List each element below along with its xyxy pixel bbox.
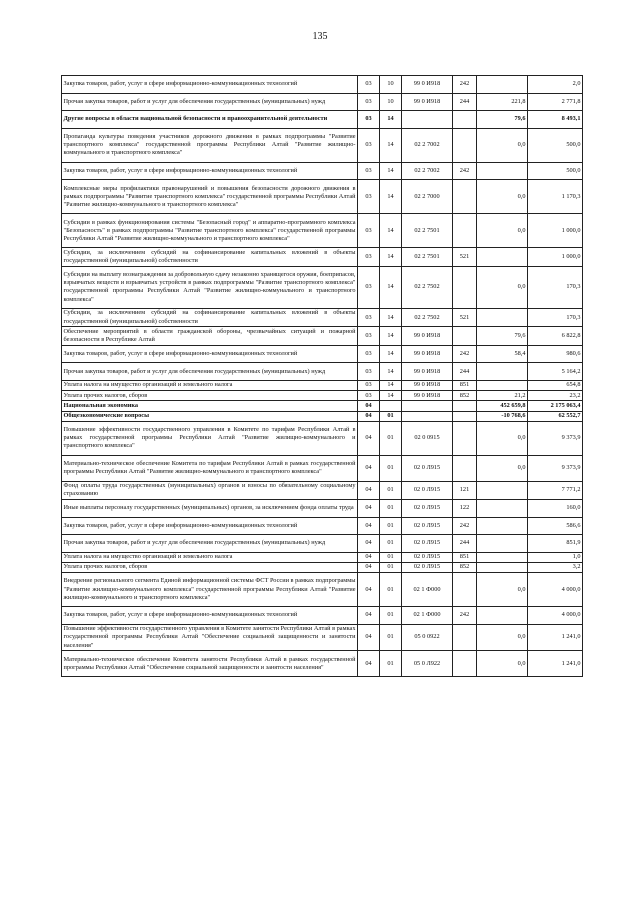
total-amount: 1 000,0 (528, 248, 583, 266)
section-code: 04 (358, 481, 380, 499)
total-amount: 654,8 (528, 380, 583, 390)
section-code: 04 (358, 562, 380, 572)
subsection-code: 01 (380, 411, 402, 421)
subsection-code: 14 (380, 327, 402, 345)
total-amount: 980,6 (528, 345, 583, 363)
section-code: 03 (358, 363, 380, 381)
change-amount (477, 607, 528, 625)
target-article-code: 99 0 И918 (402, 345, 453, 363)
change-amount: 0,0 (477, 455, 528, 481)
target-article-code: 05 0 Л922 (402, 651, 453, 677)
target-article-code: 02 1 Ф000 (402, 573, 453, 607)
expense-type-code (453, 455, 477, 481)
row-name: Закупка товаров, работ, услуг в сфере информационно-коммуникационных технологий (62, 76, 358, 94)
change-amount: 58,4 (477, 345, 528, 363)
section-code: 03 (358, 162, 380, 180)
target-article-code (402, 411, 453, 421)
change-amount: -10 768,6 (477, 411, 528, 421)
subsection-code: 14 (380, 380, 402, 390)
total-amount: 851,9 (528, 535, 583, 553)
section-code: 04 (358, 517, 380, 535)
table-row (62, 624, 583, 651)
section-code: 04 (358, 421, 380, 455)
change-amount: 0,0 (477, 573, 528, 607)
expense-type-code: 242 (453, 162, 477, 180)
expense-type-code: 244 (453, 93, 477, 111)
table-row (62, 517, 583, 535)
change-amount (477, 248, 528, 266)
section-code: 03 (358, 327, 380, 345)
section-code: 03 (358, 380, 380, 390)
change-amount (477, 499, 528, 517)
total-amount: 170,3 (528, 308, 583, 326)
expense-type-code (453, 573, 477, 607)
table-row (62, 128, 583, 162)
total-amount: 9 373,9 (528, 421, 583, 455)
total-amount: 4 000,0 (528, 573, 583, 607)
expense-type-code: 852 (453, 391, 477, 401)
subsection-code: 01 (380, 573, 402, 607)
change-amount (477, 552, 528, 562)
subsection-code: 10 (380, 93, 402, 111)
expense-type-code: 242 (453, 345, 477, 363)
change-amount: 0,0 (477, 421, 528, 455)
expense-type-code (453, 266, 477, 308)
table-row (62, 481, 583, 499)
total-amount: 7 771,2 (528, 481, 583, 499)
row-name: Уплата налога на имущество организаций и земельного налога (62, 380, 358, 390)
table-row (62, 248, 583, 266)
subsection-code: 01 (380, 499, 402, 517)
subsection-code: 01 (380, 535, 402, 553)
row-name: Материально-техническое обеспечение Комитета по тарифам Республики Алтай в рамках государственной программы Республики Алтай "Развитие жилищно-коммунального и транспортного комплекса" (62, 455, 358, 481)
total-amount: 8 493,1 (528, 111, 583, 129)
total-amount: 3,2 (528, 562, 583, 572)
target-article-code: 99 0 И918 (402, 391, 453, 401)
change-amount: 21,2 (477, 391, 528, 401)
target-article-code: 02 0 Л915 (402, 535, 453, 553)
change-amount: 0,0 (477, 180, 528, 214)
expense-type-code: 851 (453, 552, 477, 562)
target-article-code: 02 0 Л915 (402, 552, 453, 562)
section-code: 03 (358, 391, 380, 401)
row-name: Пропаганда культуры поведения участников дорожного движения в рамках подпрограммы "Развитие транспортного комплекса" государственной программы Республики Алтай "Развитие жилищно-коммунального и транспортного комплекса" (62, 128, 358, 162)
change-amount: 452 659,8 (477, 401, 528, 411)
row-name: Закупка товаров, работ, услуг в сфере информационно-коммуникационных технологий (62, 607, 358, 625)
table-row (62, 651, 583, 677)
subsection-code: 01 (380, 517, 402, 535)
change-amount: 0,0 (477, 651, 528, 677)
section-code: 03 (358, 76, 380, 94)
target-article-code: 02 2 7502 (402, 266, 453, 308)
section-code: 03 (358, 128, 380, 162)
subsection-code: 14 (380, 162, 402, 180)
target-article-code: 02 2 7501 (402, 214, 453, 248)
table-row (62, 380, 583, 390)
change-amount (477, 363, 528, 381)
change-amount: 221,8 (477, 93, 528, 111)
change-amount: 0,0 (477, 214, 528, 248)
section-code: 03 (358, 345, 380, 363)
total-amount: 1 241,0 (528, 624, 583, 651)
subsection-code: 01 (380, 421, 402, 455)
target-article-code (402, 401, 453, 411)
section-code: 03 (358, 180, 380, 214)
subsection-code: 10 (380, 76, 402, 94)
section-code: 04 (358, 455, 380, 481)
target-article-code: 02 1 Ф000 (402, 607, 453, 625)
expense-type-code (453, 624, 477, 651)
subsection-code: 14 (380, 214, 402, 248)
total-amount: 170,3 (528, 266, 583, 308)
row-name: Закупка товаров, работ, услуг в сфере информационно-коммуникационных технологий (62, 517, 358, 535)
row-name: Субсидии в рамках функционирования системы "Безопасный город" и аппаратно-программного комплекса "Безопасность" в рамках подпрограммы "Развитие транспортного комплекса" государственной программы Республики Алтай "Развитие жилищно-коммунального и транспортного комплекса" (62, 214, 358, 248)
expense-type-code (453, 214, 477, 248)
expense-type-code (453, 111, 477, 129)
subsection-code: 14 (380, 266, 402, 308)
row-name: Субсидии, за исключением субсидий на софинансирование капитальных вложений в объекты государственной (муниципальной) собственности (62, 308, 358, 326)
row-name: Национальная экономика (62, 401, 358, 411)
section-code: 04 (358, 499, 380, 517)
table-row (62, 535, 583, 553)
section-code: 03 (358, 266, 380, 308)
change-amount: 0,0 (477, 128, 528, 162)
target-article-code: 02 2 7002 (402, 128, 453, 162)
row-name: Повышение эффективности государственного управления в Комитете по тарифам Республики Алтай в рамках государственной программы Республики Алтай "Развитие жилищно-коммунального и транспортного комплекса" (62, 421, 358, 455)
row-name: Комплексные меры профилактики правонарушений и повышения безопасности дорожного движения в рамках подпрограммы "Развитие транспортного комплекса" государственной программы Республики Алтай "Развитие жилищно-коммунального и транспортного комплекса" (62, 180, 358, 214)
section-code: 04 (358, 607, 380, 625)
total-amount: 6 822,8 (528, 327, 583, 345)
expense-type-code: 852 (453, 562, 477, 572)
expense-type-code (453, 651, 477, 677)
row-name: Прочая закупка товаров, работ и услуг для обеспечения государственных (муниципальных) нужд (62, 535, 358, 553)
table-row (62, 327, 583, 345)
subsection-code: 01 (380, 562, 402, 572)
target-article-code: 02 0 Л915 (402, 481, 453, 499)
budget-table (61, 75, 583, 677)
total-amount: 2 175 063,4 (528, 401, 583, 411)
table-row (62, 93, 583, 111)
section-code: 04 (358, 411, 380, 421)
change-amount: 0,0 (477, 266, 528, 308)
total-amount: 1 170,3 (528, 180, 583, 214)
expense-type-code (453, 411, 477, 421)
target-article-code: 02 2 7501 (402, 248, 453, 266)
table-row (62, 421, 583, 455)
target-article-code: 99 0 И918 (402, 76, 453, 94)
change-amount (477, 517, 528, 535)
table-row (62, 391, 583, 401)
section-code: 04 (358, 535, 380, 553)
table-row (62, 411, 583, 421)
target-article-code: 02 0 Л915 (402, 562, 453, 572)
expense-type-code (453, 421, 477, 455)
total-amount: 1 000,0 (528, 214, 583, 248)
target-article-code: 02 2 7000 (402, 180, 453, 214)
table-row (62, 266, 583, 308)
section-code: 03 (358, 248, 380, 266)
total-amount: 1 241,0 (528, 651, 583, 677)
row-name: Прочая закупка товаров, работ и услуг для обеспечения государственных (муниципальных) нужд (62, 363, 358, 381)
subsection-code: 14 (380, 363, 402, 381)
change-amount: 0,0 (477, 624, 528, 651)
section-code: 04 (358, 573, 380, 607)
subsection-code: 01 (380, 552, 402, 562)
row-name: Закупка товаров, работ, услуг в сфере информационно-коммуникационных технологий (62, 162, 358, 180)
total-amount: 62 552,7 (528, 411, 583, 421)
row-name: Обеспечение мероприятий в области гражданской обороны, чрезвычайных ситуаций и пожарной безопасности в Республике Алтай (62, 327, 358, 345)
total-amount: 4 000,0 (528, 607, 583, 625)
row-name: Субсидии, за исключением субсидий на софинансирование капитальных вложений в объекты государственной (муниципальной) собственности (62, 248, 358, 266)
subsection-code: 14 (380, 308, 402, 326)
target-article-code: 99 0 И918 (402, 380, 453, 390)
subsection-code: 14 (380, 391, 402, 401)
table-row (62, 573, 583, 607)
section-code: 04 (358, 401, 380, 411)
target-article-code: 99 0 И918 (402, 93, 453, 111)
target-article-code: 02 2 7002 (402, 162, 453, 180)
table-body (62, 76, 583, 677)
table-row (62, 552, 583, 562)
total-amount: 2 771,8 (528, 93, 583, 111)
expense-type-code (453, 327, 477, 345)
subsection-code: 01 (380, 607, 402, 625)
change-amount (477, 308, 528, 326)
section-code: 03 (358, 214, 380, 248)
subsection-code: 01 (380, 455, 402, 481)
total-amount: 160,0 (528, 499, 583, 517)
row-name: Иные выплаты персоналу государственных (муниципальных) органов, за исключением фонда оплаты труда (62, 499, 358, 517)
target-article-code: 99 0 И918 (402, 327, 453, 345)
subsection-code: 14 (380, 128, 402, 162)
expense-type-code: 242 (453, 607, 477, 625)
section-code: 04 (358, 552, 380, 562)
expense-type-code: 242 (453, 76, 477, 94)
row-name: Материально-техническое обеспечение Комитета занятости Республики Алтай в рамках государственной программы Республики Алтай "Обеспечение социальной защищенности и занятости населения" (62, 651, 358, 677)
subsection-code: 01 (380, 651, 402, 677)
table-row (62, 499, 583, 517)
section-code: 03 (358, 93, 380, 111)
change-amount: 79,6 (477, 327, 528, 345)
row-name: Другие вопросы в области национальной безопасности и правоохранительной деятельности (62, 111, 358, 129)
row-name: Закупка товаров, работ, услуг в сфере информационно-коммуникационных технологий (62, 345, 358, 363)
subsection-code (380, 401, 402, 411)
expense-type-code (453, 401, 477, 411)
expense-type-code: 521 (453, 248, 477, 266)
row-name: Повышение эффективности государственного управления в Комитете занятости Республики Алтай в рамках государственной программы Республики Алтай "Обеспечение социальной защищенности и занятости населения" (62, 624, 358, 651)
section-code: 03 (358, 111, 380, 129)
row-name: Фонд оплаты труда государственных (муниципальных) органов и взносы по обязательному социальному страхованию (62, 481, 358, 499)
row-name: Прочая закупка товаров, работ и услуг для обеспечения государственных (муниципальных) нужд (62, 93, 358, 111)
expense-type-code (453, 180, 477, 214)
target-article-code: 02 0 Л915 (402, 455, 453, 481)
target-article-code: 02 2 7502 (402, 308, 453, 326)
expense-type-code: 122 (453, 499, 477, 517)
row-name: Общеэкономические вопросы (62, 411, 358, 421)
subsection-code: 01 (380, 624, 402, 651)
table-row (62, 111, 583, 129)
change-amount (477, 481, 528, 499)
change-amount (477, 380, 528, 390)
expense-type-code: 244 (453, 535, 477, 553)
total-amount: 23,2 (528, 391, 583, 401)
subsection-code: 14 (380, 111, 402, 129)
table-row (62, 76, 583, 94)
change-amount (477, 76, 528, 94)
target-article-code: 02 0 0915 (402, 421, 453, 455)
page-number: 135 (312, 31, 328, 42)
section-code: 03 (358, 308, 380, 326)
target-article-code: 02 0 Л915 (402, 499, 453, 517)
table-row (62, 562, 583, 572)
total-amount: 500,0 (528, 128, 583, 162)
total-amount: 9 373,9 (528, 455, 583, 481)
table-row (62, 455, 583, 481)
change-amount: 79,6 (477, 111, 528, 129)
expense-type-code: 521 (453, 308, 477, 326)
section-code: 04 (358, 624, 380, 651)
subsection-code: 14 (380, 248, 402, 266)
total-amount: 2,0 (528, 76, 583, 94)
total-amount: 500,0 (528, 162, 583, 180)
table-row (62, 180, 583, 214)
change-amount (477, 162, 528, 180)
subsection-code: 14 (380, 180, 402, 214)
table-row (62, 345, 583, 363)
change-amount (477, 535, 528, 553)
subsection-code: 01 (380, 481, 402, 499)
target-article-code: 05 0 0922 (402, 624, 453, 651)
table-row (62, 363, 583, 381)
expense-type-code: 244 (453, 363, 477, 381)
table-row (62, 308, 583, 326)
expense-type-code (453, 128, 477, 162)
row-name: Уплата налога на имущество организаций и земельного налога (62, 552, 358, 562)
row-name: Уплата прочих налогов, сборов (62, 391, 358, 401)
table-row (62, 401, 583, 411)
change-amount (477, 562, 528, 572)
table-row (62, 607, 583, 625)
total-amount: 586,6 (528, 517, 583, 535)
row-name: Уплата прочих налогов, сборов (62, 562, 358, 572)
expense-type-code: 242 (453, 517, 477, 535)
target-article-code (402, 111, 453, 129)
target-article-code: 99 0 И918 (402, 363, 453, 381)
total-amount: 1,0 (528, 552, 583, 562)
target-article-code: 02 0 Л915 (402, 517, 453, 535)
table-row (62, 162, 583, 180)
subsection-code: 14 (380, 345, 402, 363)
section-code: 04 (358, 651, 380, 677)
total-amount: 5 164,2 (528, 363, 583, 381)
row-name: Субсидии на выплату вознаграждения за добровольную сдачу незаконно хранящегося оружия, боеприпасов, взрывчатых веществ и взрывчатых устройств в рамках подпрограммы "Развитие транспортного комплекса" государственной программы Республики Алтай "Развитие жилищно-коммунального и транспортного комплекса" (62, 266, 358, 308)
expense-type-code: 851 (453, 380, 477, 390)
expense-type-code: 121 (453, 481, 477, 499)
row-name: Внедрение регионального сегмента Единой информационной системы ФСТ России в рамках подпрограммы "Развитие жилищно-коммунального комплекса" государственной программы Республики Алтай "Развитие жилищно-коммунального и транспортного комплекса" (62, 573, 358, 607)
table-row (62, 214, 583, 248)
